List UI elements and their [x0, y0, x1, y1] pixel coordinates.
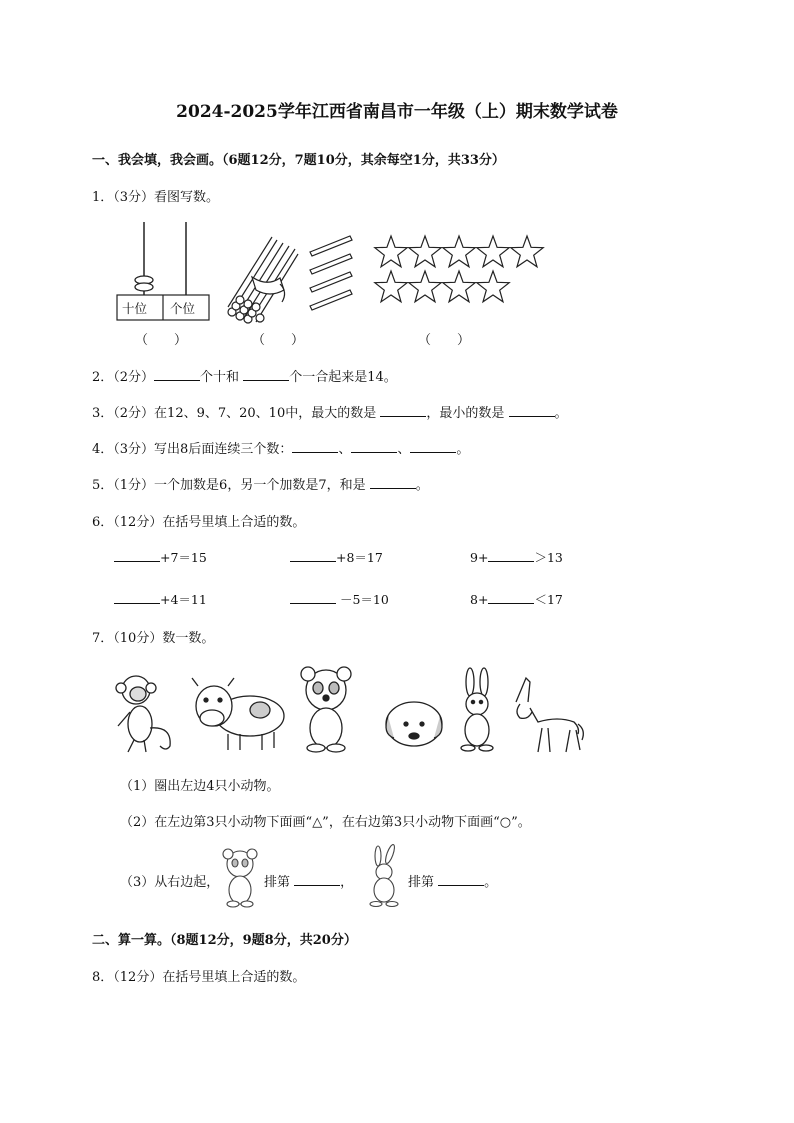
- question-7: 7．（10分）数一数。: [92, 631, 215, 646]
- four-sticks-figure: [306, 234, 356, 312]
- section-heading-1: 一、我会填，我会画。（6题12分，7题10分，其余每空1分，共33分）: [92, 153, 505, 168]
- blank[interactable]: [410, 440, 456, 453]
- blank[interactable]: [509, 404, 555, 417]
- question-5: 5．（1分）一个加数是6，另一个加数是7，和是 。: [92, 478, 429, 493]
- dog-icon: [380, 690, 450, 752]
- rabbit-icon: [454, 668, 504, 754]
- star-icon: [375, 271, 407, 302]
- blank[interactable]: [370, 476, 416, 489]
- question-6: 6．（12分）在括号里填上合适的数。: [92, 515, 306, 530]
- page-title: 2024-2025学年江西省南昌市一年级（上）期末数学试卷: [176, 102, 618, 122]
- ones-label: 个位: [170, 301, 196, 316]
- bear-icon: [294, 662, 364, 754]
- question-1: 1．（3分）看图写数。: [92, 190, 220, 205]
- answer-paren-sticks: （ ）: [252, 333, 305, 348]
- blank[interactable]: [488, 591, 534, 604]
- bear-small-icon: [218, 846, 264, 908]
- equation-4: +4＝11: [114, 590, 207, 608]
- star-icon: [409, 271, 441, 302]
- blank[interactable]: [351, 440, 397, 453]
- star-icon: [477, 271, 509, 302]
- donkey-icon: [508, 672, 588, 754]
- rabbit-rank: 排第 。: [408, 875, 498, 890]
- answer-paren-abacus: （ ）: [135, 333, 188, 348]
- tens-label: 十位: [122, 301, 148, 316]
- q7-sub-3: （3）从右边起，: [120, 875, 220, 890]
- star-icon: [375, 236, 407, 267]
- equation-3: 9+ ＞13: [470, 550, 563, 565]
- blank[interactable]: [438, 873, 484, 886]
- equation-6: 8+ ＜17: [470, 592, 563, 607]
- question-8: 8．（12分）在括号里填上合适的数。: [92, 970, 306, 985]
- star-icon: [477, 236, 509, 267]
- q7-sub-2: （2）在左边第3只小动物下面画“△”，在右边第3只小动物下面画“○”。: [120, 815, 531, 830]
- blank[interactable]: [114, 591, 160, 604]
- equation-5: －5＝10: [290, 590, 389, 608]
- star-icon: [409, 236, 441, 267]
- star-icon: [511, 236, 543, 267]
- blank[interactable]: [380, 404, 426, 417]
- cow-icon: [188, 672, 288, 754]
- blank[interactable]: [243, 368, 289, 381]
- blank[interactable]: [290, 549, 336, 562]
- blank[interactable]: [292, 440, 338, 453]
- question-4: 4．（3分）写出8后面连续三个数： 、 、 。: [92, 442, 470, 457]
- answer-paren-stars: （ ）: [418, 333, 471, 348]
- bear-rank: 排第 ，: [264, 875, 354, 890]
- monkey-icon: [112, 668, 192, 754]
- question-3: 3．（2分）在12、9、7、20、10中，最大的数是 ，最小的数是 。: [92, 406, 568, 421]
- blank[interactable]: [154, 368, 200, 381]
- stars-figure: [374, 236, 554, 308]
- q7-sub-1: （1）圈出左边4只小动物。: [120, 779, 280, 794]
- stick-bundle-figure: [222, 232, 302, 327]
- question-2: 2．（2分） 个十和 个一合起来是14。: [92, 370, 397, 385]
- blank[interactable]: [488, 549, 534, 562]
- rabbit-small-icon: [362, 846, 408, 908]
- section-heading-2: 二、算一算。（8题12分，9题8分，共20分）: [92, 933, 357, 948]
- blank[interactable]: [294, 873, 340, 886]
- blank[interactable]: [114, 549, 160, 562]
- star-icon: [443, 236, 475, 267]
- equation-1: +7＝15: [114, 548, 207, 566]
- blank[interactable]: [290, 591, 336, 604]
- equation-2: +8＝17: [290, 548, 383, 566]
- star-icon: [443, 271, 475, 302]
